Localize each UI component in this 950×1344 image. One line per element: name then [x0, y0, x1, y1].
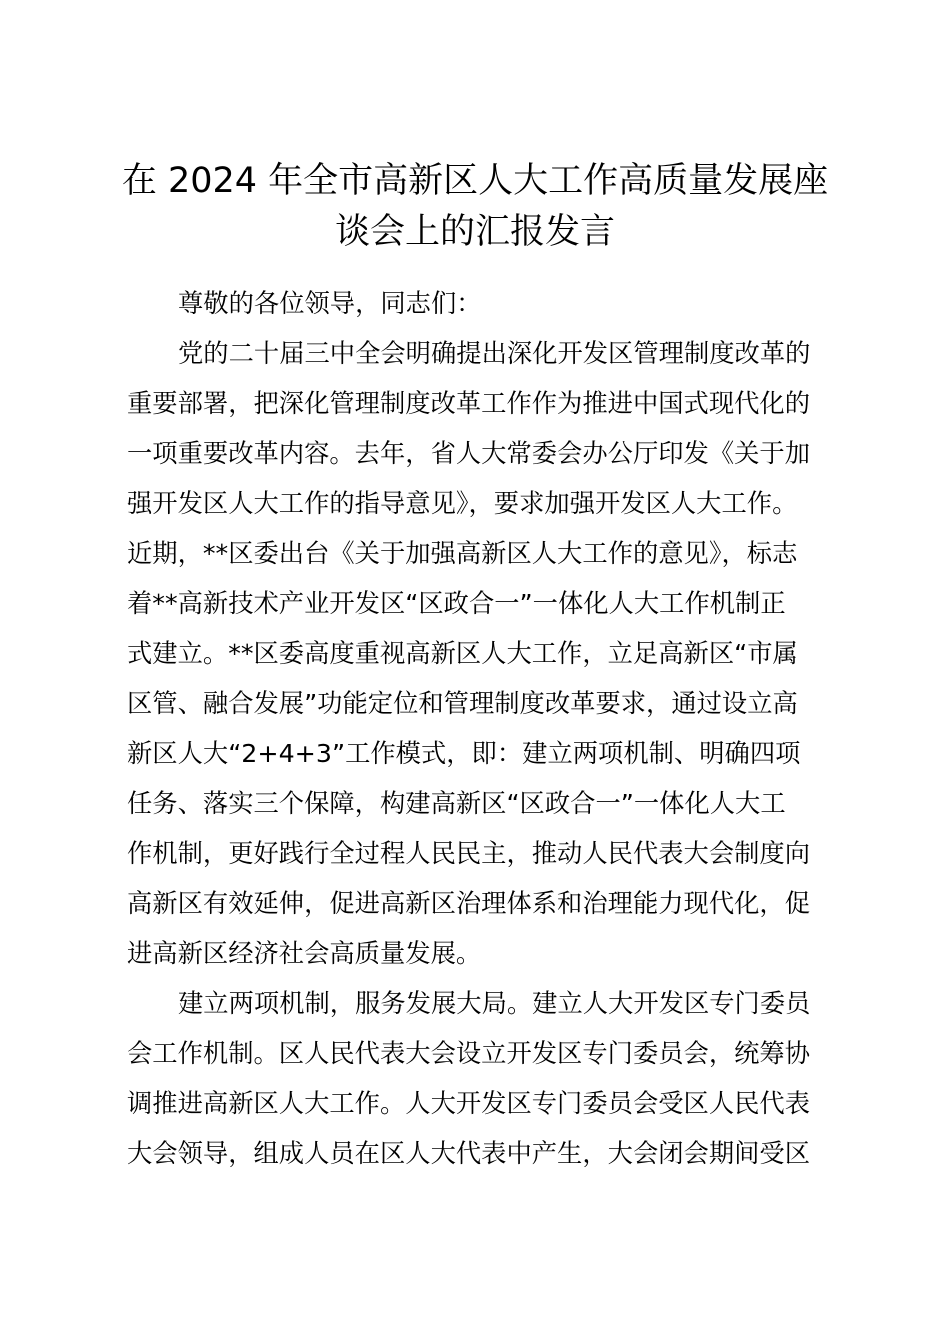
- paragraph-line: 式建立。**区委高度重视高新区人大工作，立足高新区“市属: [127, 639, 798, 668]
- paragraph-line: 会工作机制。区人民代表大会设立开发区专门委员会，统筹协: [127, 1039, 811, 1068]
- document-title-line-1: 在 2024 年全市高新区人大工作高质量发展座: [121, 161, 829, 201]
- paragraph-line: 强开发区人大工作的指导意见》，要求加强开发区人大工作。: [127, 489, 798, 518]
- salutation: 尊敬的各位领导，同志们：: [178, 289, 482, 318]
- paragraph-line: 区管、融合发展”功能定位和管理制度改革要求，通过设立高: [127, 689, 798, 718]
- paragraph-line: 重要部署，把深化管理制度改革工作作为推进中国式现代化的: [127, 389, 811, 418]
- paragraph-line: 高新区有效延伸，促进高新区治理体系和治理能力现代化，促: [127, 889, 811, 918]
- paragraph-line: 大会领导，组成人员在区人大代表中产生，大会闭会期间受区: [127, 1139, 811, 1168]
- paragraph-line: 作机制，更好践行全过程人民民主，推动人民代表大会制度向: [127, 839, 811, 868]
- paragraph-line: 任务、落实三个保障，构建高新区“区政合一”一体化人大工: [127, 789, 786, 818]
- paragraph-line: 近期，**区委出台《关于加强高新区人大工作的意见》，标志: [127, 539, 798, 568]
- paragraph-line: 党的二十届三中全会明确提出深化开发区管理制度改革的: [178, 339, 811, 368]
- paragraph-line: 进高新区经济社会高质量发展。: [127, 939, 482, 968]
- paragraph-line: 建立两项机制，服务发展大局。建立人大开发区专门委员: [178, 989, 811, 1018]
- paragraph-line: 新区人大“2+4+3”工作模式，即：建立两项机制、明确四项: [127, 739, 801, 768]
- paragraph-line: 着**高新技术产业开发区“区政合一”一体化人大工作机制正: [127, 589, 786, 618]
- paragraph-line: 一项重要改革内容。去年，省人大常委会办公厅印发《关于加: [127, 439, 811, 468]
- paragraph-line: 调推进高新区人大工作。人大开发区专门委员会受区人民代表: [127, 1089, 811, 1118]
- document-title-line-2: 谈会上的汇报发言: [334, 212, 615, 252]
